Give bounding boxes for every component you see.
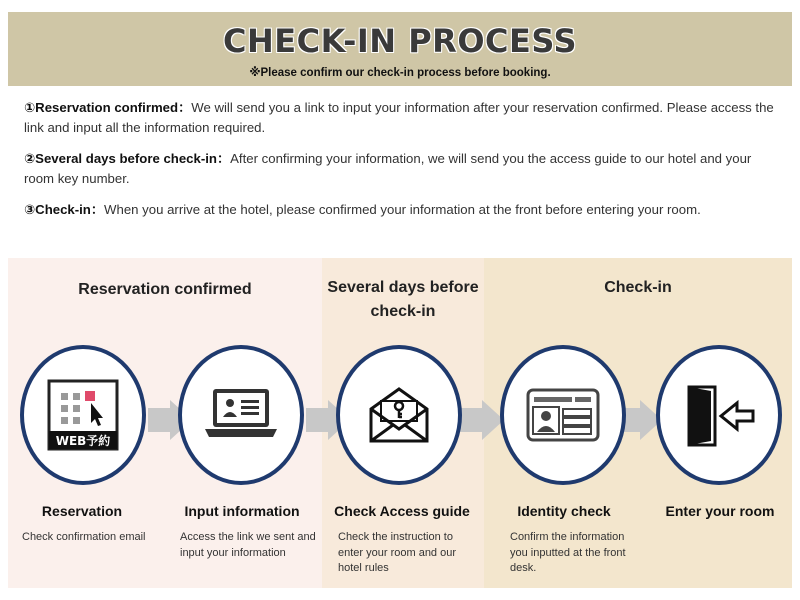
page-title: CHECK-IN PROCESS: [222, 22, 578, 60]
step-3-text: When you arrive at the hotel, please confirmed your information at the front before entering your room.: [104, 202, 701, 217]
node-desc-identity-check: Confirm the information you inputted at the front desk.: [510, 531, 626, 574]
web-booking-icon: [47, 379, 119, 451]
connector-bar-1: [148, 408, 170, 432]
steps-list: [24, 98, 784, 231]
node-label-identity-check: Identity check: [517, 503, 611, 519]
node-circle-input-information: [178, 345, 304, 485]
envelope-key-icon: [367, 385, 431, 445]
node-label-enter-room: Enter your room: [665, 503, 775, 519]
node-label-input-information: Input information: [184, 503, 300, 519]
node-circle-identity-check: [500, 345, 626, 485]
page-subtitle: ※Please confirm our check-in process before booking.: [249, 67, 551, 79]
stage-title-before-checkin: Several days before check-in: [327, 279, 479, 320]
node-desc-access-guide: Check the instruction to enter your room and our hotel rules: [338, 531, 457, 574]
node-label-access-guide: Check Access guide: [334, 503, 470, 519]
web-booking-icon-text: WEB予約: [55, 434, 111, 448]
door-enter-icon: [681, 383, 757, 447]
step-2: [24, 149, 784, 189]
stage-title-checkin: Check-in: [604, 279, 672, 296]
step-3: [24, 200, 784, 220]
node-circle-reservation: [20, 345, 146, 485]
stage-title-reservation: Reservation confirmed: [78, 281, 252, 298]
step-1: [24, 98, 784, 138]
step-1-text: We will send you a link to input your information after your reservation confirmed. Please access the link and input all the information required.: [24, 100, 774, 135]
node-desc-input-information: Access the link we sent and input your information: [180, 531, 316, 559]
step-2-label: ②Several days before check-in：: [24, 151, 231, 166]
node-circle-access-guide: [336, 345, 462, 485]
step-3-label: ③Check-in：: [24, 202, 105, 217]
connector-bar-2: [306, 408, 328, 432]
node-desc-reservation: Check confirmation email: [22, 531, 146, 543]
step-1-label: ①Reservation confirmed：: [24, 100, 192, 115]
id-card-icon: [525, 387, 601, 443]
node-label-reservation: Reservation: [41, 503, 123, 519]
laptop-profile-icon: [201, 385, 281, 445]
connector-bar-3: [460, 408, 482, 432]
step-2-text: After confirming your information, we will send you the access guide to our hotel and your room key number.: [24, 151, 752, 186]
node-circle-enter-room: [656, 345, 782, 485]
header-banner: [8, 12, 792, 86]
